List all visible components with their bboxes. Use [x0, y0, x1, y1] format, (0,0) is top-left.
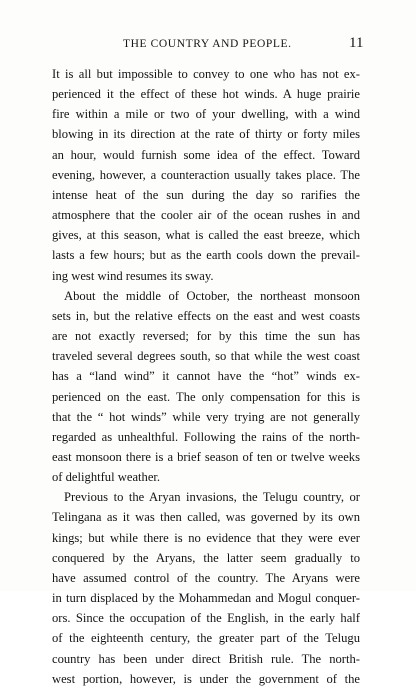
- text-line: that the “ hot winds” while very trying are not generally: [52, 409, 360, 424]
- text-line: evening, however, a counteraction usually takes place. The: [52, 167, 360, 182]
- text-line: traveled several degrees south, so that while the west coast: [52, 349, 360, 364]
- paragraph-end-line: ing west wind resumes its sway.: [52, 268, 214, 283]
- text-line: perienced on the east. The only compensation for this is: [52, 389, 360, 404]
- text-line: perienced it the effect of these hot winds. A huge prairie: [52, 87, 360, 102]
- text-line: west portion, however, is under the government of the: [52, 671, 360, 686]
- text-line: country has been under direct British rule. The north-: [52, 651, 360, 666]
- text-line: of the eighteenth century, the greater part of the Telugu: [52, 631, 360, 646]
- running-head: [0, 35, 416, 54]
- page-number: 11: [349, 35, 364, 51]
- text-line: fire within a mile or two of your dwelling, with a wind: [52, 107, 360, 122]
- paragraph-start-line: About the middle of October, the northeast monsoon: [64, 288, 360, 303]
- text-line: It is all but impossible to convey to one who has not ex-: [52, 67, 360, 81]
- text-line: are not exactly reversed; for by this time the sun has: [52, 329, 360, 344]
- paragraph-start-line: Previous to the Aryan invasions, the Telugu country, or: [64, 490, 360, 505]
- text-line: intense heat of the sun during the day so rarifies the: [52, 187, 360, 202]
- text-line: have assumed control of the country. The Aryans were: [52, 570, 360, 585]
- text-line: an hour, would furnish some idea of the effect. Toward: [52, 147, 360, 162]
- text-line: atmosphere that the cooler air of the ocean rushes in and: [52, 208, 360, 223]
- text-line: blowing in its direction at the rate of thirty or forty miles: [52, 127, 360, 142]
- body-text: [52, 64, 360, 689]
- text-line: kings; but while there is no evidence that they were ever: [52, 530, 360, 545]
- text-line: has a “land wind” it cannot have the “hot” winds ex-: [52, 369, 360, 384]
- text-line: in turn displaced by the Mohammedan and Mogul conquer-: [52, 591, 360, 606]
- text-line: lasts a few hours; but as the earth cools down the prevail-: [52, 248, 360, 263]
- text-line: conquered by the Aryans, the latter seem gradually to: [52, 550, 360, 565]
- text-line: Telingana as it was then called, was governed by its own: [52, 510, 360, 525]
- text-line: east monsoon there is a brief season of ten or twelve weeks: [52, 449, 360, 464]
- running-title: THE COUNTRY AND PEOPLE.: [123, 38, 292, 50]
- text-line: ors. Since the occupation of the English, in the early half: [52, 611, 360, 626]
- paragraph-end-line: of delightful weather.: [52, 470, 161, 485]
- text-line: regarded as unhealthful. Following the rains of the north-: [52, 429, 360, 444]
- text-line: sets in, but the relative effects on the east and west coasts: [52, 308, 360, 323]
- text-line: gives, at this season, what is called the east breeze, which: [52, 228, 360, 243]
